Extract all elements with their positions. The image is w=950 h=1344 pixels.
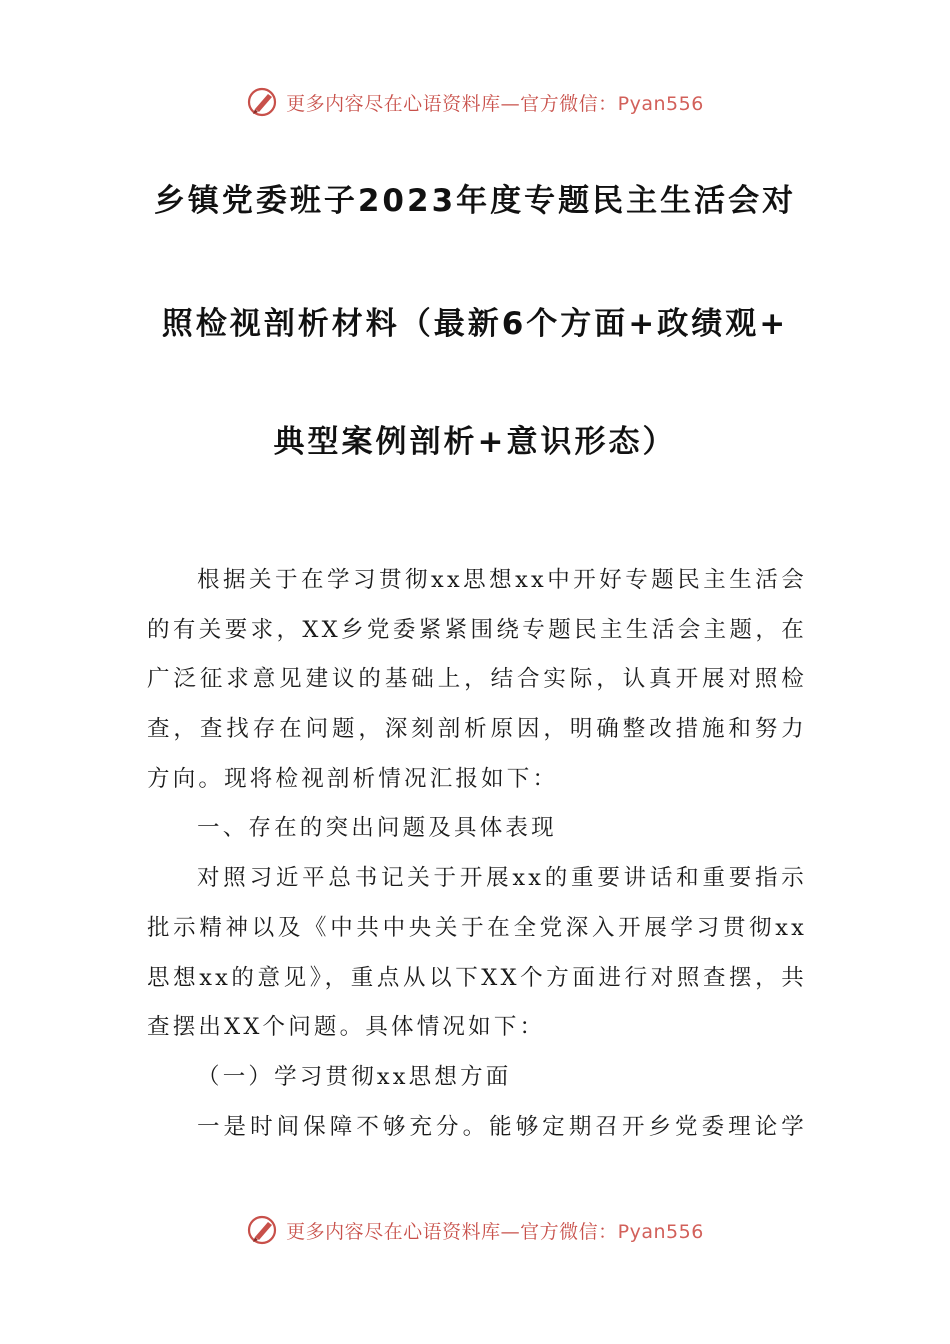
paragraph-2-line: 思想xx的意见》，重点从以下XX个方面进行对照查摆，共 <box>147 964 807 991</box>
document-title-line-2: 照检视剖析材料（最新6个方面+政绩观+ <box>161 306 789 342</box>
watermark-bottom <box>0 1210 950 1250</box>
paragraph-1-line: 根据关于在学习贯彻xx思想xx中开好专题民主生活会 <box>197 567 807 593</box>
watermark-text: 更多内容尽在心语资料库—官方微信：Pyan556 <box>286 92 704 115</box>
paragraph-2-line: 对照习近平总书记关于开展xx的重要讲话和重要指示 <box>197 865 807 892</box>
paragraph-1-line: 方向。现将检视剖析情况汇报如下： <box>147 765 559 792</box>
paragraph-1-line: 的有关要求，XX乡党委紧紧围绕专题民主生活会主题，在 <box>147 616 807 643</box>
paragraph-1-line: 查，查找存在问题，深刻剖析原因，明确整改措施和努力 <box>147 716 807 743</box>
pen-logo-icon <box>246 1213 280 1247</box>
subsection-heading-1: （一）学习贯彻xx思想方面 <box>197 1063 512 1090</box>
document-body <box>147 556 807 1152</box>
watermark-top <box>0 82 950 122</box>
paragraph-1-line: 广泛征求意见建议的基础上，结合实际，认真开展对照检 <box>147 666 807 693</box>
paragraph-3-line: 一是时间保障不够充分。能够定期召开乡党委理论学 <box>197 1113 807 1140</box>
paragraph-2-line: 查摆出XX个问题。具体情况如下： <box>147 1014 546 1041</box>
document-title-line-1: 乡镇党委班子2023年度专题民主生活会对 <box>153 183 797 219</box>
section-heading-1: 一、存在的突出问题及具体表现 <box>197 815 557 842</box>
document-title-line-3: 典型案例剖析+意识形态） <box>273 424 677 460</box>
watermark-text: 更多内容尽在心语资料库—官方微信：Pyan556 <box>286 1220 704 1243</box>
paragraph-2-line: 批示精神以及《中共中央关于在全党深入开展学习贯彻xx <box>147 914 807 941</box>
pen-logo-icon <box>246 85 280 119</box>
